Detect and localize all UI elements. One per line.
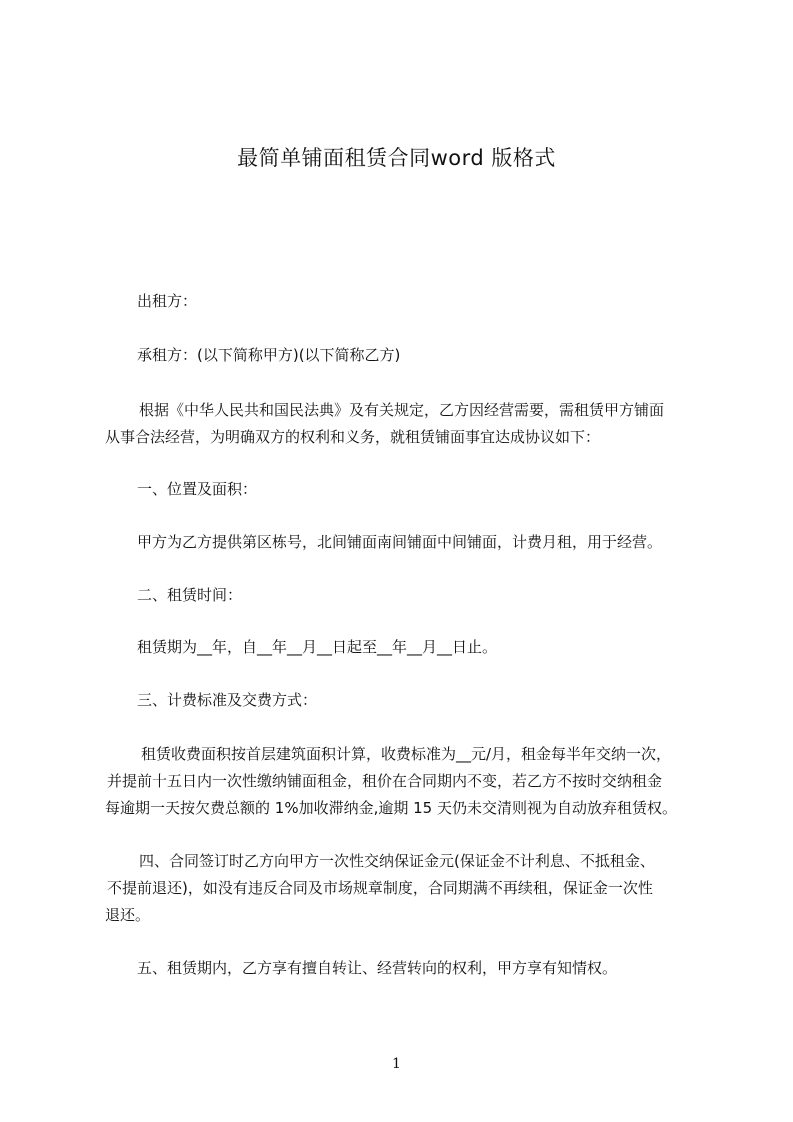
page-number: 1 — [392, 1056, 401, 1072]
section-1-body: 甲方为乙方提供第区栋号，北间铺面南间铺面中间铺面，计费月租，用于经营。 — [137, 533, 663, 551]
section-1-heading: 一、位置及面积： — [137, 480, 258, 498]
lessee-line: 承租方：(以下简称甲方)(以下简称乙方) — [137, 346, 401, 364]
document-title: 最简单铺面租赁合同word 版格式 — [237, 146, 556, 170]
lessor-line: 出租方： — [137, 292, 198, 310]
section-3-line-3: 每逾期一天按欠费总额的 1%加收滞纳金,逾期 15 天仍未交清则视为自动放弃租赁权。 — [105, 799, 677, 817]
preamble-line-1: 根据《中华人民共和国民法典》及有关规定，乙方因经营需要，需租赁甲方铺面 — [139, 401, 665, 419]
section-4-line-1: 四、合同签订时乙方向甲方一次性交纳保证金元(保证金不计利息、不抵租金、 — [139, 852, 655, 870]
section-5-body: 五、租赁期内，乙方享有擅自转让、经营转向的权利，甲方享有知情权。 — [137, 959, 618, 977]
section-3-line-2: 并提前十五日内一次性缴纳铺面租金，租价在合同期内不变，若乙方不按时交纳租金 — [107, 772, 663, 790]
section-4-line-3: 退还。 — [105, 906, 151, 924]
section-2-body: 租赁期为__年，自__年__月__日起至__年__月__日止。 — [137, 638, 498, 656]
preamble-line-2: 从事合法经营，为明确双方的权利和义务，就租赁铺面事宜达成协议如下： — [105, 428, 601, 446]
section-2-heading: 二、租赁时间： — [137, 586, 243, 604]
section-3-heading: 三、计费标准及交费方式： — [137, 691, 318, 709]
section-4-line-2: 不提前退还)，如没有违反合同及市场规章制度，合同期满不再续租，保证金一次性 — [107, 879, 653, 897]
section-3-line-1: 租赁收费面积按首层建筑面积计算，收费标准为__元/月，租金每半年交纳一次， — [141, 745, 672, 763]
